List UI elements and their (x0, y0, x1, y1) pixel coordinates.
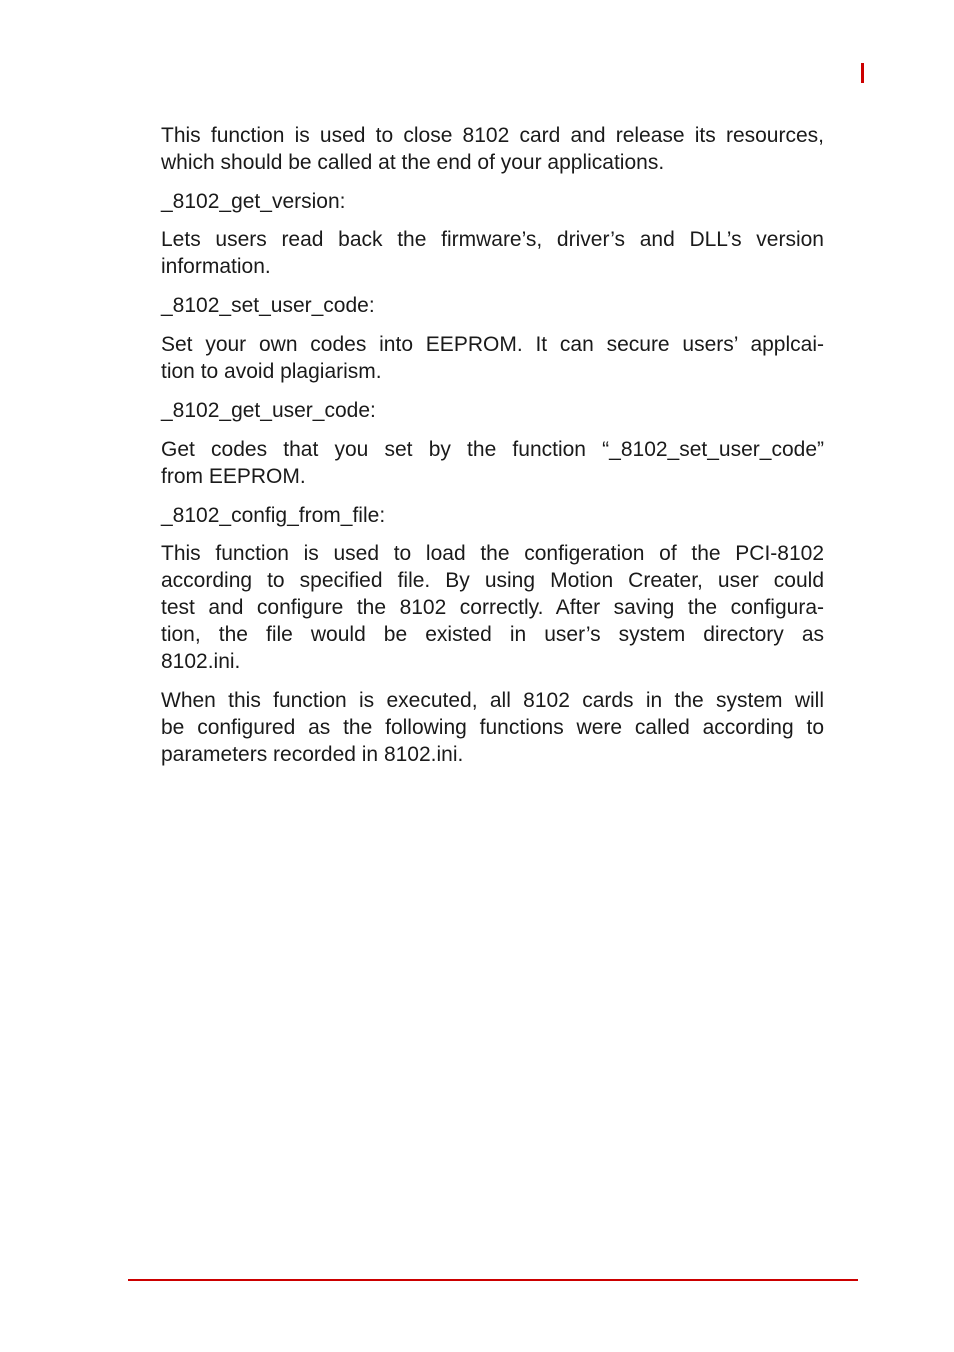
header-marker (861, 63, 864, 83)
function-heading (161, 502, 824, 529)
paragraph (161, 540, 824, 675)
text-line: from EEPROM. (161, 465, 306, 488)
text-line: This function is used to close 8102 card and release its resources, (161, 124, 824, 147)
text-line: _8102_config_from_file: (161, 504, 386, 527)
text-line: 8102.ini. (161, 650, 241, 673)
text-line: which should be called at the end of your applications. (161, 151, 665, 174)
function-heading (161, 292, 824, 319)
footer-rule (128, 1279, 858, 1281)
paragraph (161, 122, 824, 176)
text-line: according to specified file. By using Motion Creater, user could (161, 569, 824, 592)
text-line: Set your own codes into EEPROM. It can secure users’ applcai- (161, 333, 824, 356)
text-line: tion to avoid plagiarism. (161, 360, 382, 383)
function-heading (161, 397, 824, 424)
text-line: Get codes that you set by the function “_8102_set_user_code” (161, 438, 824, 461)
text-line: information. (161, 255, 271, 278)
text-line: parameters recorded in 8102.ini. (161, 743, 464, 766)
text-line: be configured as the following functions were called according to (161, 716, 824, 739)
text-line: Lets users read back the firmware’s, driver’s and DLL’s version (161, 228, 824, 251)
paragraph (161, 687, 824, 768)
paragraph (161, 226, 824, 280)
text-line: _8102_set_user_code: (161, 294, 375, 317)
paragraph (161, 331, 824, 385)
text-line: tion, the file would be existed in user’s system directory as (161, 623, 824, 646)
paragraph (161, 436, 824, 490)
function-heading (161, 188, 824, 215)
text-line: _8102_get_user_code: (161, 399, 376, 422)
text-line: When this function is executed, all 8102 cards in the system will (161, 689, 824, 712)
text-line: This function is used to load the configeration of the PCI-8102 (161, 542, 824, 565)
text-line: test and configure the 8102 correctly. After saving the configura- (161, 596, 824, 619)
text-line: _8102_get_version: (161, 190, 346, 213)
